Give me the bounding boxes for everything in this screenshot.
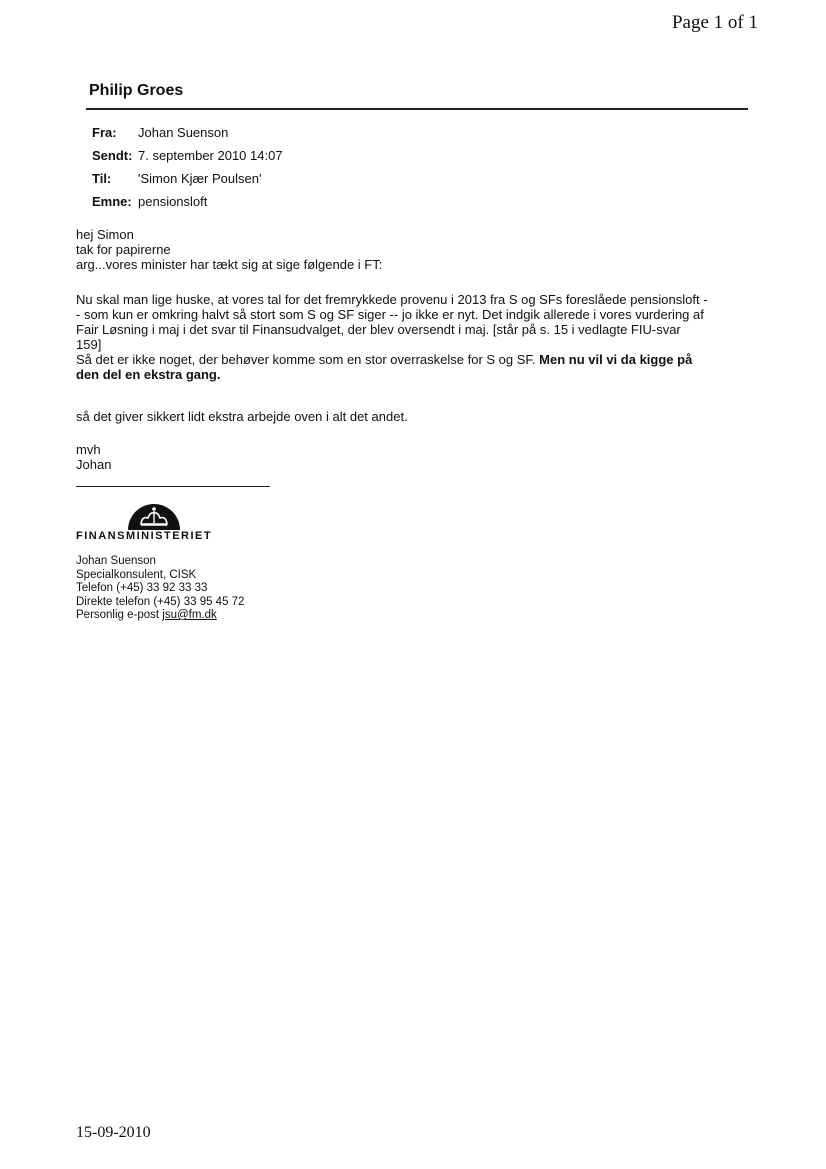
signature-phone: Telefon (+45) 33 92 33 33: [76, 582, 208, 594]
sent-row: [92, 144, 283, 167]
header-divider: [86, 108, 748, 110]
quote-line: - som kun er omkring halvt så stort som S og SF siger -- jo ikke er nyt. Det indgik allerede i vores vurdering af: [76, 307, 704, 322]
from-label: Fra:: [92, 125, 117, 140]
signature-email-line: [76, 609, 244, 623]
email-headers: [92, 121, 283, 213]
signature-title: Specialkonsulent, CISK: [76, 568, 197, 581]
quote-line: Nu skal man lige huske, at vores tal for det fremrykkede provenu i 2013 fra S og SFs foreslåede pensionsloft -: [76, 292, 708, 307]
to-value: 'Simon Kjær Poulsen': [138, 171, 262, 186]
signature-name: Johan Suenson: [76, 555, 156, 567]
crown-logo-icon: [126, 496, 182, 530]
mailbox-owner-name: Philip Groes: [89, 82, 184, 99]
subject-label: Emne:: [92, 194, 132, 209]
page-number: Page 1 of 1: [671, 12, 758, 33]
quote-line: Fair Løsning i maj i det svar til Finansudvalget, der blev oversendt i maj. [står på s. 15 i vedlagte FIU-svar: [76, 322, 681, 337]
signoff-name: Johan: [76, 457, 112, 472]
to-label: Til:: [92, 171, 112, 186]
from-row: [92, 121, 283, 144]
quoted-statement: [76, 292, 760, 382]
signature-email-prefix: Personlig e-post: [76, 609, 163, 621]
quote-final-line: [76, 352, 760, 367]
quote-final-plain: Så det er ikke noget, der behøver komme som en stor overraskelse for S og SF.: [76, 352, 540, 367]
sent-label: Sendt:: [92, 148, 133, 163]
closing-remark: så det giver sikkert lidt ekstra arbejde oven i alt det andet.: [76, 409, 408, 424]
subject-value: pensionsloft: [138, 194, 208, 209]
from-value: Johan Suenson: [138, 125, 229, 140]
quote-final-bold: Men nu vil vi da kigge på: [539, 352, 693, 367]
print-date: 15-09-2010: [76, 1124, 151, 1141]
greeting-line: tak for papirerne: [76, 242, 171, 257]
signoff: [76, 442, 756, 472]
signoff-greeting: mvh: [76, 442, 101, 457]
email-greeting: [76, 227, 756, 272]
subject-row: [92, 190, 283, 213]
signature-divider: [76, 486, 270, 487]
greeting-line: hej Simon: [76, 227, 134, 242]
quote-line: 159]: [76, 337, 102, 352]
to-row: [92, 167, 283, 190]
signature-email-link[interactable]: jsu@fm.dk: [162, 609, 217, 621]
quote-final-bold-continued: den del en ekstra gang.: [76, 367, 221, 382]
ministry-logo-text: FINANSMINISTERIET: [76, 530, 213, 542]
signature-contact: [76, 555, 244, 623]
signature-direct-phone: Direkte telefon (+45) 33 95 45 72: [76, 595, 245, 608]
greeting-line: arg...vores minister har tækt sig at sige følgende i FT:: [76, 257, 383, 272]
sent-value: 7. september 2010 14:07: [138, 148, 283, 163]
